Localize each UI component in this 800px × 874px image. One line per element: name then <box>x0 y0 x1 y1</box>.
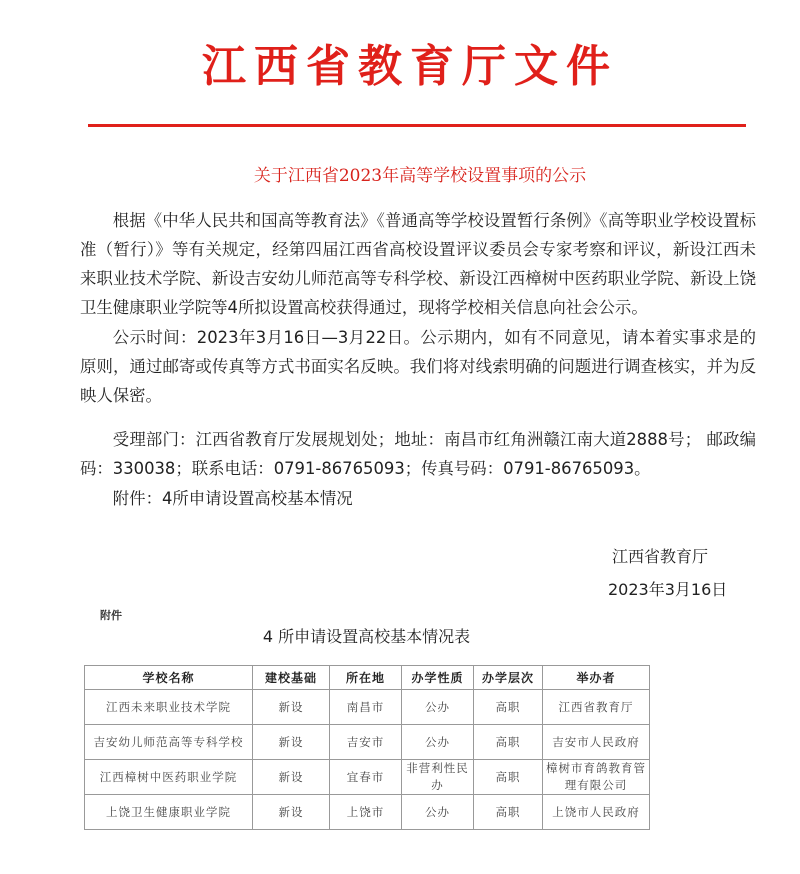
table-cell: 高职 <box>474 760 543 795</box>
attachment-table-title: 4 所申请设置高校基本情况表 <box>262 627 471 646</box>
paragraph: 受理部门：江西省教育厅发展规划处；地址：南昌市红角洲赣江南大道2888号； 邮政编码：330038；联系电话：0791-86765093；传真号码：0791-86765093。 <box>80 430 756 478</box>
table-cell: 上饶市 <box>330 795 402 830</box>
table-cell: 江西省教育厅 <box>543 690 650 725</box>
masthead-divider <box>88 124 746 127</box>
table-cell: 上饶卫生健康职业学院 <box>85 795 253 830</box>
table-cell: 新设 <box>253 725 330 760</box>
document-body <box>80 206 756 513</box>
table-cell: 江西樟树中医药职业学院 <box>85 760 253 795</box>
table-row <box>85 690 650 725</box>
table-row <box>85 725 650 760</box>
table-cell: 公办 <box>402 725 474 760</box>
table-row <box>85 760 650 795</box>
paragraph: 根据《中华人民共和国高等教育法》《普通高等学校设置暂行条例》《高等职业学校设置标准（暂行）》等有关规定，经第四届江西省高校设置评议委员会专家考察和评议，新设江西未来职业技术学院、新设吉安幼儿师范高等专科学校、新设江西樟树中医药职业学院、新设上饶卫生健康职业学院等4所拟设置高校获得通过，现将学校相关信息向社会公示。 <box>80 211 756 317</box>
column-header: 建校基础 <box>253 666 330 690</box>
table-cell: 樟树市育鸽教育管理有限公司 <box>543 760 650 795</box>
signature-org: 江西省教育厅 <box>612 547 709 566</box>
document-masthead: 江西省教育厅文件 <box>202 41 618 92</box>
schools-table <box>84 665 650 830</box>
table-cell: 上饶市人民政府 <box>543 795 650 830</box>
table-cell: 吉安幼儿师范高等专科学校 <box>85 725 253 760</box>
table-cell: 南昌市 <box>330 690 402 725</box>
document-title: 关于江西省2023年高等学校设置事项的公示 <box>253 166 587 186</box>
column-header: 学校名称 <box>85 666 253 690</box>
column-header: 办学层次 <box>474 666 543 690</box>
paragraph: 附件：4所申请设置高校基本情况 <box>112 489 353 508</box>
table-cell: 吉安市 <box>330 725 402 760</box>
table-cell: 非营利性民办 <box>402 760 474 795</box>
table-cell: 江西未来职业技术学院 <box>85 690 253 725</box>
table-header-row <box>85 666 650 690</box>
table-cell: 新设 <box>253 690 330 725</box>
table-cell: 新设 <box>253 795 330 830</box>
table-cell: 高职 <box>474 690 543 725</box>
table-row <box>85 795 650 830</box>
column-header: 办学性质 <box>402 666 474 690</box>
table-cell: 高职 <box>474 795 543 830</box>
column-header: 所在地 <box>330 666 402 690</box>
table-cell: 新设 <box>253 760 330 795</box>
attachment-label: 附件 <box>100 609 122 622</box>
column-header: 举办者 <box>543 666 650 690</box>
table-cell: 公办 <box>402 795 474 830</box>
table-cell: 公办 <box>402 690 474 725</box>
table-cell: 高职 <box>474 725 543 760</box>
table-cell: 宜春市 <box>330 760 402 795</box>
table-cell: 吉安市人民政府 <box>543 725 650 760</box>
paragraph: 公示时间：2023年3月16日—3月22日。公示期内，如有不同意见，请本着实事求是的原则，通过邮寄或传真等方式书面实名反映。我们将对线索明确的问题进行调查核实，并为反映人保密。 <box>80 328 756 405</box>
signature-date: 2023年3月16日 <box>608 580 728 599</box>
